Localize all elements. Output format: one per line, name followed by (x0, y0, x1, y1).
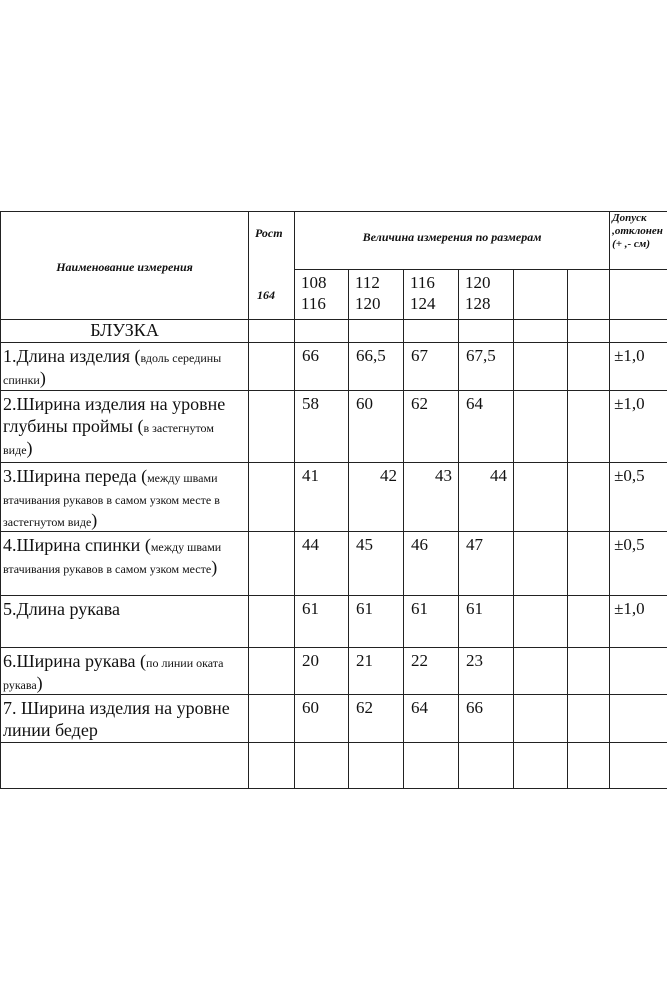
row-7-tolerance (610, 695, 667, 743)
row-7-name: 7. Ширина изделия на уровне линии бедер (1, 695, 249, 743)
empty-cell (610, 743, 667, 789)
empty-cell (568, 648, 610, 695)
empty-cell (568, 270, 610, 320)
empty-cell (610, 270, 667, 320)
empty-cell (249, 532, 295, 596)
row-5-value-1: 61 (295, 596, 349, 648)
empty-cell (1, 743, 249, 789)
empty-cell (459, 320, 514, 343)
row-4-value-2: 45 (349, 532, 404, 596)
empty-cell (568, 532, 610, 596)
row-5-tolerance: ±1,0 (610, 596, 667, 648)
row-5-value-4: 61 (459, 596, 514, 648)
empty-cell (568, 743, 610, 789)
row-3-value-4: 44 (459, 463, 514, 532)
empty-cell (459, 743, 514, 789)
row-3-value-2: 42 (349, 463, 404, 532)
empty-cell (568, 463, 610, 532)
row-1-name: 1.Длина изделия (вдоль середины спинки) (1, 343, 249, 391)
row-2-value-2: 60 (349, 391, 404, 463)
empty-cell (568, 596, 610, 648)
row-6-tolerance (610, 648, 667, 695)
empty-cell (249, 391, 295, 463)
row-5-name: 5.Длина рукава (1, 596, 249, 648)
empty-cell (249, 320, 295, 343)
row-7-value-4: 66 (459, 695, 514, 743)
row-3-tolerance: ±0,5 (610, 463, 667, 532)
row-3-value-3: 43 (404, 463, 459, 532)
section-title: БЛУЗКА (1, 320, 249, 343)
header-name: Наименование измерения (1, 212, 249, 320)
row-2-value-1: 58 (295, 391, 349, 463)
row-1-tolerance: ±1,0 (610, 343, 667, 391)
empty-cell (349, 743, 404, 789)
row-1-value-3: 67 (404, 343, 459, 391)
row-4-name: 4.Ширина спинки (между швами втачивания рукавов в самом узком месте) (1, 532, 249, 596)
row-4-value-1: 44 (295, 532, 349, 596)
row-4-tolerance: ±0,5 (610, 532, 667, 596)
empty-cell (514, 596, 568, 648)
row-1-value-2: 66,5 (349, 343, 404, 391)
empty-cell (249, 596, 295, 648)
header-tolerance: Допуск ,отклонен (+ ,- см) (610, 212, 667, 270)
rost-label: Рост (255, 226, 283, 240)
row-1-value-1: 66 (295, 343, 349, 391)
empty-cell (514, 343, 568, 391)
row-7-value-2: 62 (349, 695, 404, 743)
row-5-value-2: 61 (349, 596, 404, 648)
size-header-1: 108 116 (295, 270, 349, 320)
empty-cell (249, 743, 295, 789)
row-4-value-4: 47 (459, 532, 514, 596)
empty-cell (514, 270, 568, 320)
empty-cell (610, 320, 667, 343)
empty-cell (568, 695, 610, 743)
empty-cell (249, 343, 295, 391)
empty-cell (568, 391, 610, 463)
empty-cell (514, 695, 568, 743)
empty-cell (249, 695, 295, 743)
size-header-4: 120 128 (459, 270, 514, 320)
row-7-value-3: 64 (404, 695, 459, 743)
empty-cell (404, 320, 459, 343)
empty-cell (514, 648, 568, 695)
row-2-name: 2.Ширина изделия на уровне глубины проймы (в застегнутом виде) (1, 391, 249, 463)
header-rost (249, 212, 295, 320)
row-6-value-4: 23 (459, 648, 514, 695)
row-1-value-4: 67,5 (459, 343, 514, 391)
measurement-table (0, 211, 667, 789)
row-4-value-3: 46 (404, 532, 459, 596)
empty-cell (249, 648, 295, 695)
empty-cell (514, 532, 568, 596)
empty-cell (514, 320, 568, 343)
empty-cell (568, 343, 610, 391)
empty-cell (295, 743, 349, 789)
row-2-value-4: 64 (459, 391, 514, 463)
row-6-value-3: 22 (404, 648, 459, 695)
empty-cell (568, 320, 610, 343)
empty-cell (249, 463, 295, 532)
empty-cell (514, 743, 568, 789)
empty-cell (404, 743, 459, 789)
row-5-value-3: 61 (404, 596, 459, 648)
empty-cell (349, 320, 404, 343)
row-2-tolerance: ±1,0 (610, 391, 667, 463)
empty-cell (514, 391, 568, 463)
row-6-value-1: 20 (295, 648, 349, 695)
empty-cell (295, 320, 349, 343)
row-3-name: 3.Ширина переда (между швами втачивания рукавов в самом узком месте в застегнутом виде) (1, 463, 249, 532)
row-6-name: 6.Ширина рукава (по линии оката рукава) (1, 648, 249, 695)
header-size-group: Величина измерения по размерам (295, 212, 610, 270)
rost-value: 164 (257, 288, 275, 302)
size-header-3: 116 124 (404, 270, 459, 320)
row-6-value-2: 21 (349, 648, 404, 695)
row-2-value-3: 62 (404, 391, 459, 463)
size-header-2: 112 120 (349, 270, 404, 320)
row-3-value-1: 41 (295, 463, 349, 532)
empty-cell (514, 463, 568, 532)
row-7-value-1: 60 (295, 695, 349, 743)
